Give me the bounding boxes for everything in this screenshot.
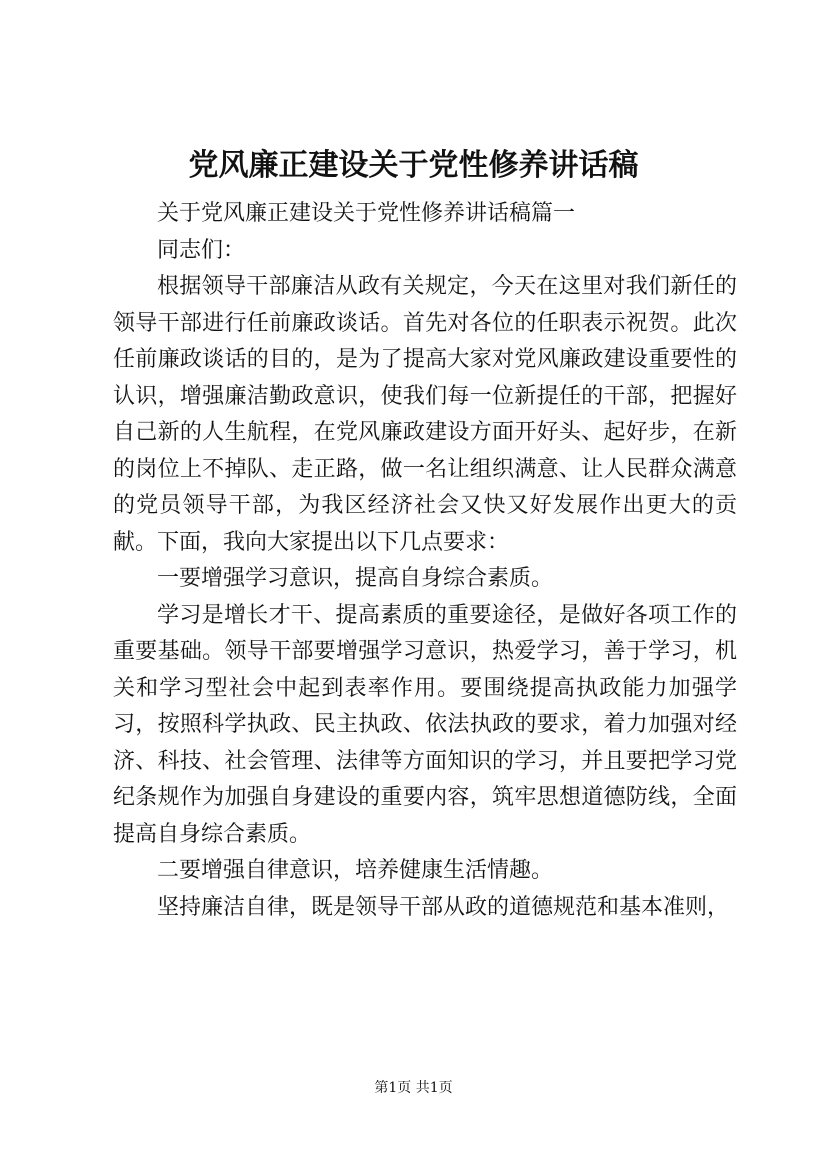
document-title: 党风廉正建设关于党性修养讲话稿: [188, 148, 639, 183]
page-footer: 第1页 共1页: [374, 1080, 453, 1096]
section-heading: 关于党风廉正建设关于党性修养讲话稿篇一: [157, 201, 576, 226]
point-heading: 一要增强学习意识，提高自身综合素质。: [157, 566, 554, 591]
salutation: 同志们：: [157, 237, 246, 263]
body-paragraph: 根据领导干部廉洁从政有关规定，今天在这里对我们新任的领导干部进行任前廉政谈话。首先对各位的任职表示祝贺。此次任前廉政谈话的目的，是为了提高大家对党风廉政建设重要性的认识，增强廉洁勤政意识，使我们每一位新提任的干部，把握好自己新的人生航程，在党风廉政建设方面开好头、起好步，在新的岗位上不掉队、走正路，做一名让组织满意、让人民群众满意的党员领导干部，为我区经济社会又快又好发展作出更大的贡献。下面，我向大家提出以下几点要求：: [113, 274, 737, 555]
body-paragraph: 学习是增长才干、提高素质的重要途径，是做好各项工作的重要基础。领导干部要增强学习意识，热爱学习，善于学习，机关和学习型社会中起到表率作用。要围绕提高执政能力加强学习，按照科学执政、民主执政、依法执政的要求，着力加强对经济、科技、社会管理、法律等方面知识的学习，并且要把学习党纪条规作为加强自身建设的重要内容，筑牢思想道德防线，全面提高自身综合素质。: [113, 602, 737, 847]
document-body: [113, 196, 737, 926]
point-heading: 二要增强自律意识，培养健康生活情趣。: [157, 858, 554, 883]
body-paragraph: 坚持廉洁自律，既是领导干部从政的道德规范和基本准则，: [157, 894, 730, 920]
